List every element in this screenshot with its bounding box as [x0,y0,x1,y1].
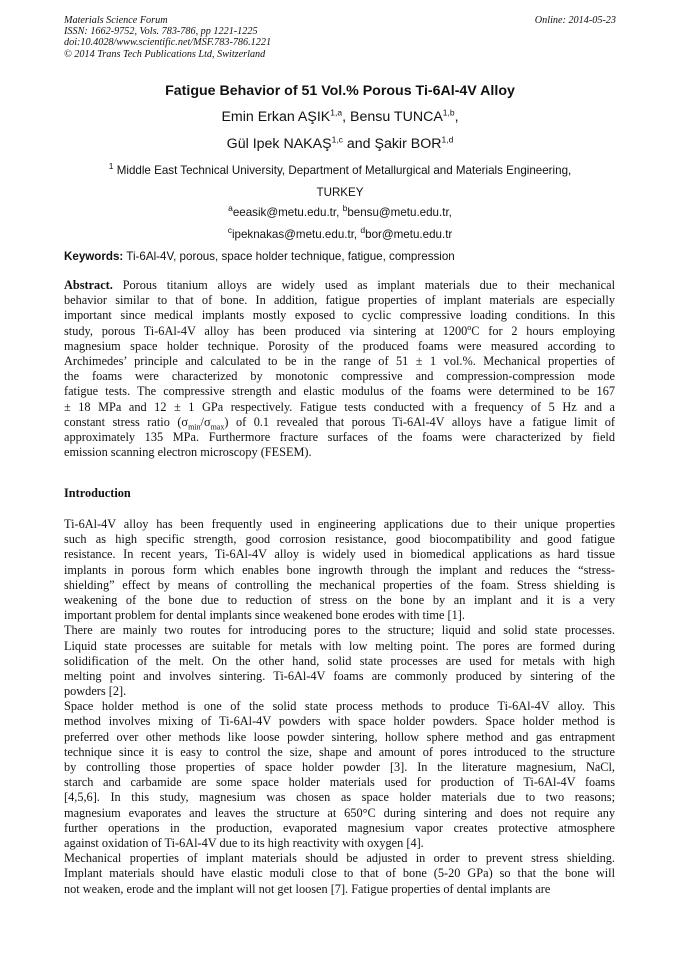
journal-issn: ISSN: 1662-9752, Vols. 783-786, pp 1221-1225 [64,26,258,38]
author-line-1 [64,108,616,126]
email-line-2 [64,225,616,242]
email-link[interactable]: bor@metu.edu.tr [365,228,453,241]
intro-line: implants in porous form which enables bone ingrowth through the implant and reduces the “stress- [64,562,615,577]
intro-line: Space holder method is one of the solid state process methods to produce Ti-6Al-4V alloy. This [64,699,615,714]
intro-line: shielding” effect by means of controlling the mechanical properties of the foam. Stress shielding is [64,577,615,592]
intro-line: magnesium evaporates and leaves the structure at 650°C during sintering and does not require any [64,805,615,820]
author-line-2 [64,135,616,153]
abstract-line [64,415,615,430]
keywords-label: Keywords: [64,250,124,263]
author-sup: 1,c [331,134,343,145]
abstract-line: Archimedes’ principle and calculated to be in the range of 51 ± 1 vol.%. Mechanical properties of [64,353,615,368]
abstract-line: approximately 135 MPa. Furthermore fracture surfaces of the foams were characterized by field [64,429,615,444]
abstract-line: fatigue tests. The compressive strength and elastic modulus of the foams were determined to be 167 [64,384,615,399]
email-line-1 [64,203,616,220]
affiliation-sup: 1 [108,161,114,172]
journal-copyright: © 2014 Trans Tech Publications Ltd, Switzerland [64,48,266,60]
email-link[interactable]: bensu@metu.edu.tr, [347,206,452,219]
email-sup: c [227,225,232,236]
abstract-line [64,324,615,339]
email-sup: b [342,203,348,214]
intro-line: such as high specific strength, good corrosion resistance, good biocompatibility and good fatigue [64,532,615,547]
subscript: min [188,422,201,432]
email-sup: d [360,225,366,236]
keywords [64,250,616,264]
author-name: Bensu TUNCA [350,109,443,125]
author-name: Gül Ipek NAKAŞ [226,136,332,152]
subscript: max [210,422,225,432]
intro-line: Ti-6Al-4V alloy has been frequently used in engineering applications due to their unique properties [64,517,615,531]
intro-line: Mechanical properties of implant materials should be adjusted in order to prevent stress shielding. [64,851,615,866]
abstract-line: magnesium space holder technique. Porosity of the produced foams were measured according to [64,338,615,353]
intro-line: resistance. In recent years, Ti-6Al-4V alloy is widely used in biomedical applications as hard tissue [64,547,615,562]
online-date: Online: 2014-05-23 [534,15,616,26]
abstract-text: constant stress ratio (σ [64,414,189,429]
journal-doi: doi:10.4028/www.scientific.net/MSF.783-786.1221 [64,37,272,49]
keywords-text: Ti-6Al-4V, porous, space holder technique, fatigue, compression [126,250,455,263]
intro-line: not weaken, erode and the implant will not get loosen [7]. Fatigue properties of dental implants are [64,881,551,896]
author-name: Şakir BOR [374,136,442,152]
abstract-line [64,278,615,293]
degree-sup: o [467,322,472,332]
journal-name: Materials Science Forum [64,15,168,26]
email-link[interactable]: eeasik@metu.edu.tr, [232,206,340,219]
abstract-label: Abstract. [64,278,113,292]
affiliation-text: Middle East Technical University, Department of Metallurgical and Materials Engineering, [116,164,572,177]
intro-line: by controlling those properties of space holder powder [3]. In the literature magnesium, NaCl, [64,760,615,774]
introduction-body [64,517,615,897]
abstract-line: emission scanning electron microscopy (FESEM). [64,445,312,460]
author-name: Emin Erkan AŞIK [221,109,331,125]
author-sup: 1,d [441,134,454,145]
intro-line: starch and carbamide are some space holder materials used for production of Ti-6Al-4V foams [64,775,615,790]
intro-line: Implant materials should have elastic moduli close to that of bone (5-20 GPa) so that the bone will [64,866,615,881]
intro-line: technique since it is easy to control the size, shape and amount of pores introduced to the structure [64,744,615,759]
intro-line: weakening of the bone due to reduction of stress on the bone by an implant and it is a very [64,592,615,607]
intro-line: Liquid state processes are suitable for metals with low melting point. The pores are formed during [64,638,615,653]
separator: , [454,109,459,125]
intro-line: against oxidation of Ti-6Al-4V due to its high reactivity with oxygen [4]. [64,835,424,850]
separator: , [342,109,347,125]
separator: and [346,136,371,152]
abstract-line: ± 18 MPa and 12 ± 1 GPa respectively. Fatigue tests conducted with a frequency of 5 Hz and a [64,399,615,414]
section-heading-introduction: Introduction [64,486,131,500]
abstract-text: /σ [200,414,211,429]
author-sup: 1,b [442,107,455,118]
intro-line: further operations in the production, evaporated magnesium vapor creates protective atmosphere [64,820,615,835]
intro-line: preferred over other methods like loose powder sintering, hollow sphere method and gas entrapment [64,729,615,744]
abstract-line: behavior similar to that of bone. In addition, fatigue properties of implant materials are especially [64,293,615,308]
intro-line: solidification of the melt. On the other hand, solid state processes are used for metals with high [64,653,615,668]
abstract-text: study, porous Ti-6Al-4V alloy has been produced via sintering at 1200 [64,323,468,338]
abstract-text: ) of 0.1 revealed that porous Ti-6Al-4V alloys have a fatigue limit of [224,414,615,429]
author-sup: 1,a [330,107,343,118]
paper-title: Fatigue Behavior of 51 Vol.% Porous Ti-6Al-4V Alloy [165,83,515,99]
intro-line: method involves mixing of Ti-6Al-4V powders with space holder powders. Space holder method is [64,714,615,729]
intro-line: powders [2]. [64,684,127,699]
abstract-line: important since medical implants mostly exposed to cyclic compressive loading conditions. In this [64,308,615,323]
abstract [64,278,615,460]
intro-line: melting point and involves sintering. Ti-6Al-4V foams are commonly produced by sintering of the [64,668,615,683]
affiliation-line-2: TURKEY [316,186,364,199]
abstract-text: Porous titanium alloys are widely used as implant materials due to their mechanical [122,278,615,292]
email-sup: a [228,203,233,214]
affiliation-line-1 [64,161,616,178]
intro-line: important problem for dental implants since weakened bone erodes with time [1]. [64,608,465,623]
intro-line: [4,5,6]. In this study, magnesium was chosen as space holder materials due to two reasons; [64,790,615,805]
journal-header [64,15,616,60]
abstract-line: the foams were characterized by monotonic compressive and compression-compression mode [64,369,615,384]
intro-line: There are mainly two routes for introducing pores to the structure; liquid and solid state processes. [64,623,615,638]
abstract-text: C for 2 hours employing [471,323,615,338]
email-link[interactable]: ipeknakas@metu.edu.tr, [231,228,358,241]
